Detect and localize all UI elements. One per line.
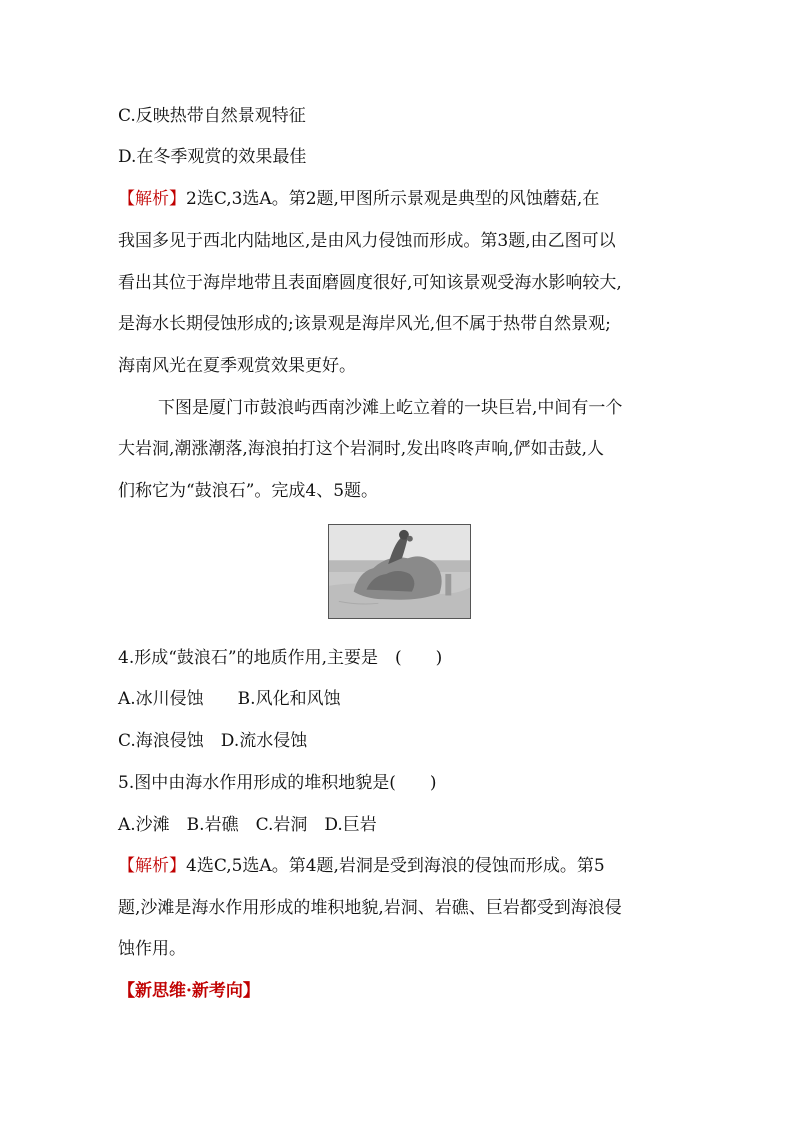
intro-line: 们称它为“鼓浪石”。完成4、5题。 [118,481,379,501]
analysis-line: 题,沙滩是海水作用形成的堆积地貌,岩洞、岩礁、巨岩都受到海浪侵 [118,898,622,918]
q4-stem: 4.形成“鼓浪石”的地质作用,主要是 ( ) [118,648,443,668]
q5-options: A.沙滩 B.岩礁 C.岩洞 D.巨岩 [118,815,377,835]
intro-line: 下图是厦门市鼓浪屿西南沙滩上屹立着的一块巨岩,中间有一个 [158,398,623,418]
section-title: 【新思维·新考向】 [118,981,260,1001]
analysis-text: 2选C,3选A。第2题,甲图所示景观是典型的风蚀蘑菇,在 [186,189,600,209]
analysis-line: 蚀作用。 [118,939,186,959]
q4-options-ab: A.冰川侵蚀 B.风化和风蚀 [118,689,341,709]
gulang-rock-image [329,525,470,618]
analysis-tag: 【解析】 [118,856,186,876]
analysis-line: 看出其位于海岸地带且表面磨圆度很好,可知该景观受海水影响较大, [118,273,622,293]
q5-stem: 5.图中由海水作用形成的堆积地貌是( ) [118,773,437,793]
analysis-line: 是海水长期侵蚀形成的;该景观是海岸风光,但不属于热带自然景观; [118,314,611,334]
q4-options-cd: C.海浪侵蚀 D.流水侵蚀 [118,731,308,751]
analysis-line: 海南风光在夏季观赏效果更好。 [118,356,356,376]
analysis-text: 4选C,5选A。第4题,岩洞是受到海浪的侵蚀而形成。第5 [186,856,605,876]
analysis-line [118,858,605,875]
gulang-rock-photo [328,524,471,619]
analysis-line [118,191,599,208]
analysis-line: 我国多见于西北内陆地区,是由风力侵蚀而形成。第3题,由乙图可以 [118,231,616,251]
analysis-tag: 【解析】 [118,189,186,209]
intro-line: 大岩洞,潮涨潮落,海浪拍打这个岩洞时,发出咚咚声响,俨如击鼓,人 [118,439,605,459]
q3-option-d: D.在冬季观赏的效果最佳 [118,147,307,167]
q3-option-c: C.反映热带自然景观特征 [118,106,306,126]
